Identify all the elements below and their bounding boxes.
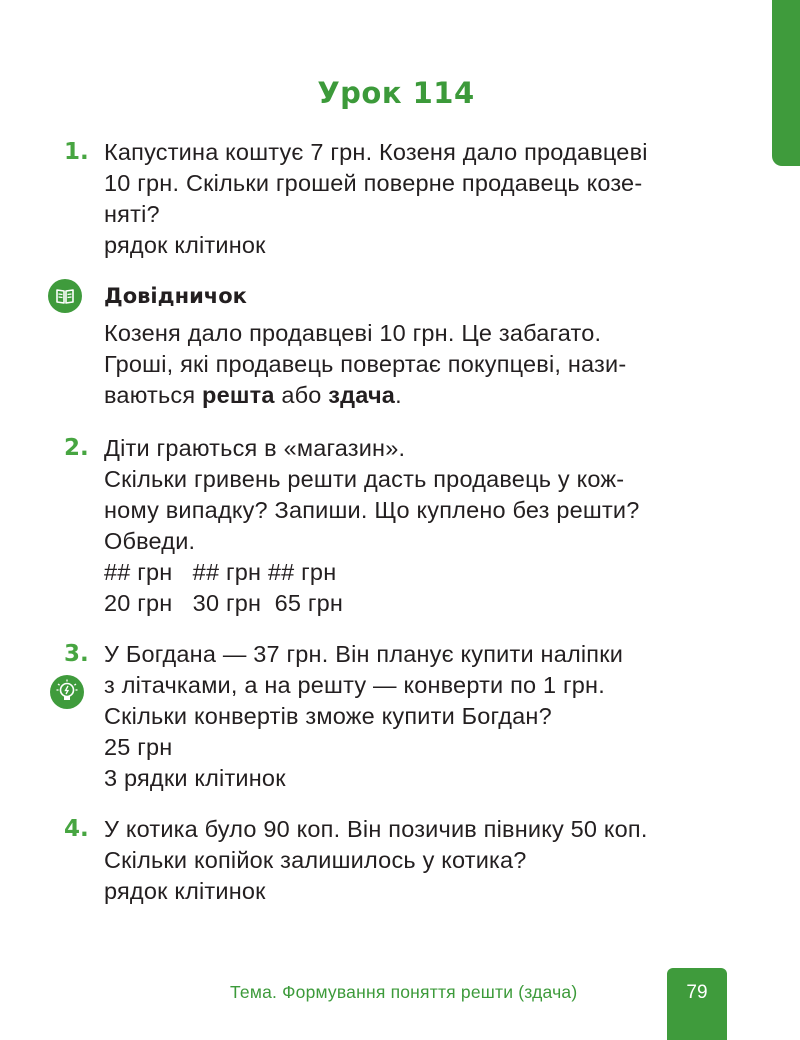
term-reshta: решта (202, 382, 275, 408)
task-2-line-4: Обведи. (104, 528, 196, 554)
reference-line-3: ваються решта або здача. (104, 382, 402, 408)
task-1-line-1: Капустина коштує 7 грн. Козеня дало продавцеві (104, 139, 648, 165)
term-zdacha: здача (328, 382, 396, 408)
task-number-4: 4. (64, 816, 89, 842)
task-number-1: 1. (64, 139, 89, 165)
task-3-price: 25 грн (104, 734, 173, 760)
task-2-line-3: ному випадку? Запиши. Що куплено без решти? (104, 497, 640, 523)
task-2-line-1: Діти граються в «магазин». (104, 435, 406, 461)
lesson-title: Урок 114 (317, 76, 475, 110)
task-2-paid: 20 грн 30 грн 65 грн (104, 590, 344, 616)
task-3-line-2: з літачками, а на решту — конверти по 1 грн. (104, 672, 605, 698)
task-3-answer-grid: 3 рядки клітинок (104, 765, 286, 791)
reference-heading: Довідничок (104, 284, 247, 308)
task-4-line-1: У котика було 90 коп. Він позичив півнику 50 коп. (104, 816, 648, 842)
task-number-2: 2. (64, 435, 89, 461)
task-number-3: 3. (64, 641, 89, 667)
page-number: 79 (686, 982, 708, 1003)
task-1-answer-grid: рядок клітинок (104, 232, 266, 258)
task-2-prices: ## грн ## грн ## грн (104, 559, 337, 585)
reference-line-2: Гроші, які продавець повертає покупцеві, нази- (104, 351, 627, 377)
task-1-line-2: 10 грн. Скільки грошей поверне продавець козе- (104, 170, 643, 196)
task-3-line-3: Скільки конвертів зможе купити Богдан? (104, 703, 552, 729)
page-number-box (667, 968, 727, 1040)
footer-topic: Тема. Формування поняття решти (здача) (230, 982, 578, 1002)
reference-line-1: Козеня дало продавцеві 10 грн. Це забагато. (104, 320, 602, 346)
book-icon (48, 279, 82, 313)
task-2-line-2: Скільки гривень решти дасть продавець у кож- (104, 466, 625, 492)
lightbulb-icon (50, 675, 84, 709)
task-4-answer-grid: рядок клітинок (104, 878, 266, 904)
task-3-line-1: У Богдана — 37 грн. Він планує купити наліпки (104, 641, 624, 667)
task-1-line-3: няті? (104, 201, 160, 227)
task-4-line-2: Скільки копійок залишилось у котика? (104, 847, 527, 873)
